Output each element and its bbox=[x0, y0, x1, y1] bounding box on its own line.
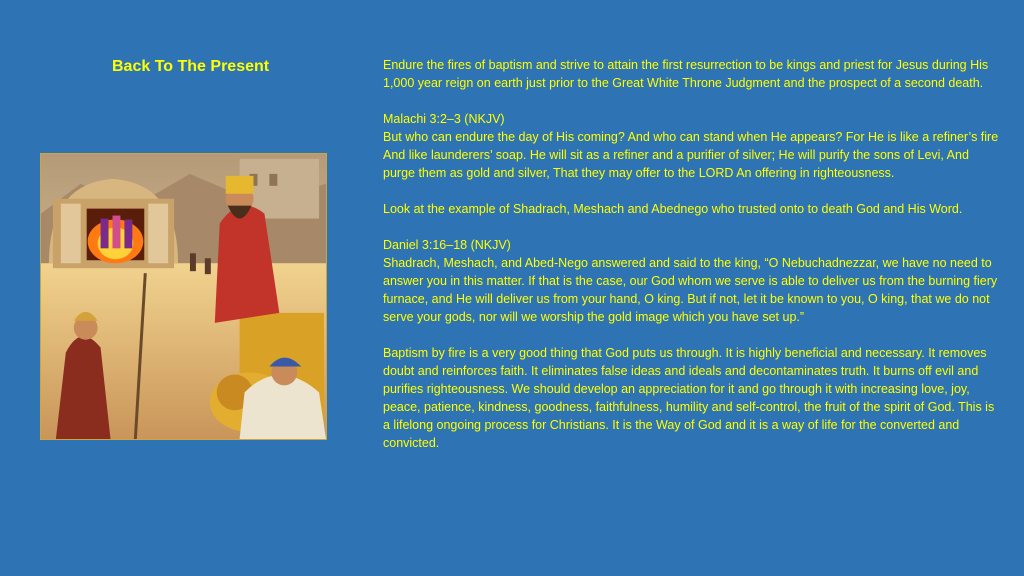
malachi-reference: Malachi 3:2–3 (NKJV) bbox=[383, 112, 505, 126]
daniel-reference: Daniel 3:16–18 (NKJV) bbox=[383, 238, 511, 252]
furnace-painting bbox=[40, 153, 327, 440]
slide-title: Back To The Present bbox=[112, 58, 270, 75]
daniel-passage bbox=[383, 236, 1003, 326]
malachi-passage bbox=[383, 110, 1003, 182]
malachi-text: But who can endure the day of His coming? And who can stand when He appears? For He is like a refiner’s fire And like launderers’ soap. He will sit as a refiner and a purifier of silver; He will purify the sons of Levi, And purge them as gold and silver, That they may offer to the LORD An offering in righteousness. bbox=[383, 130, 999, 180]
daniel-text: Shadrach, Meshach, and Abed-Nego answered and said to the king, “O Nebuchadnezzar, we have no need to answer you in this matter. If that is the case, our God whom we serve is able to deliver us from the burning fiery furnace, and He will deliver us from your hand, O king. But if not, let it be known to you, O king, that we do not serve your gods, nor will we worship the gold image which you have set up.” bbox=[383, 256, 998, 324]
slide-body bbox=[383, 56, 1003, 470]
intro-paragraph: Endure the fires of baptism and strive to attain the first resurrection to be kings and priest for Jesus during His 1,000 year reign on earth just prior to the Great White Throne Judgment and the prospect of a second death. bbox=[383, 58, 989, 90]
example-paragraph: Look at the example of Shadrach, Meshach and Abednego who trusted onto to death God and His Word. bbox=[383, 202, 963, 216]
baptism-paragraph: Baptism by fire is a very good thing that God puts us through. It is highly beneficial and necessary. It removes doubt and reinforces faith. It eliminates false ideas and ideals and decontaminates truth. It burns off evil and purifies righteousness. We should develop an appreciation for it and go through it with increasing love, joy, peace, patience, kindness, goodness, faithfulness, humility and self-control, the fruit of the spirit of God. This is a lifelong ongoing process for Christians. It is the Way of God and it is a way of life for the converted and convicted. bbox=[383, 346, 995, 450]
